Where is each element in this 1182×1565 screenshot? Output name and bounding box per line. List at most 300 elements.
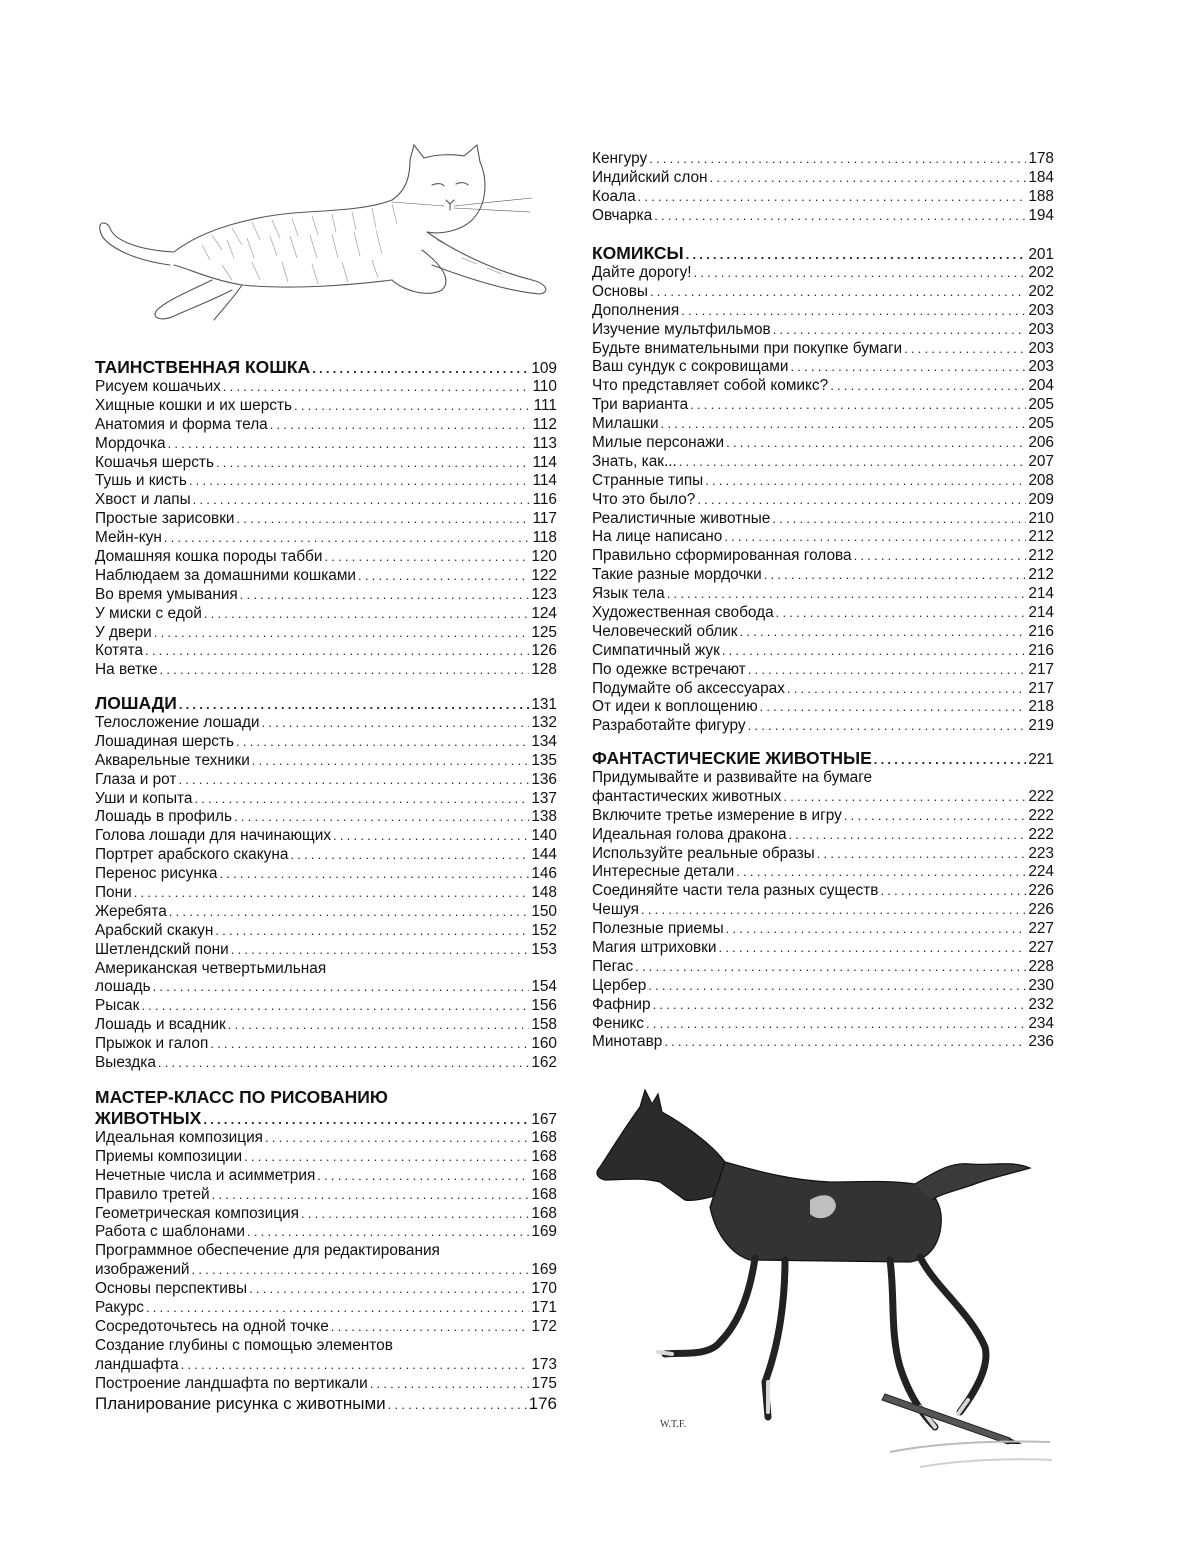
dot-leader [153, 978, 530, 997]
toc-entry[interactable] [95, 491, 557, 510]
heading-page: 201 [1028, 246, 1054, 263]
dot-leader [228, 1016, 530, 1035]
entry-page: 154 [531, 978, 557, 996]
entry-title: Уши и копыта [95, 789, 193, 807]
dot-leader [370, 1375, 530, 1394]
toc-entry[interactable] [592, 547, 1054, 566]
toc-entry[interactable] [95, 808, 557, 827]
entry-title: Будьте внимательными при покупке бумаги [592, 339, 903, 357]
entry-title: Шетлендский пони [95, 940, 229, 958]
toc-entry[interactable] [95, 1280, 557, 1299]
entry-page: 153 [531, 940, 557, 958]
toc-entry[interactable] [592, 845, 1054, 864]
toc-entry[interactable] [592, 377, 1054, 396]
toc-entry[interactable] [95, 1318, 557, 1337]
toc-entry[interactable] [95, 548, 557, 567]
dot-leader [219, 865, 529, 884]
entry-title: На ветке [95, 661, 158, 679]
entry-page: 224 [1028, 863, 1054, 881]
toc-entry[interactable] [592, 863, 1054, 882]
entry-title: фантастических животных [592, 787, 782, 805]
entry-page: 136 [531, 770, 557, 788]
entry-page: 156 [531, 997, 557, 1015]
toc-entry[interactable] [592, 604, 1054, 623]
entry-page: 114 [532, 453, 557, 471]
dot-leader [830, 377, 1026, 396]
dot-leader [648, 977, 1026, 996]
heading-title: ТАИНСТВЕННАЯ КОШКА [95, 357, 311, 377]
toc-list [95, 997, 557, 1073]
entry-title: Телосложение лошади [95, 714, 260, 731]
dot-leader [654, 207, 1026, 226]
toc-entry[interactable] [592, 920, 1054, 939]
dot-leader [252, 752, 530, 771]
toc-entry[interactable] [592, 415, 1054, 434]
dot-leader [215, 922, 529, 941]
entry-title: Используйте реальные образы [592, 844, 815, 862]
entry-title: Перенос рисунка [95, 865, 218, 883]
dot-leader [650, 283, 1026, 302]
horse-signature: W.T.F. [660, 1419, 687, 1430]
entry-title: Пегас [592, 957, 634, 975]
dot-leader [312, 358, 529, 380]
dot-leader [772, 510, 1026, 529]
dot-leader [216, 454, 530, 473]
toc-entry[interactable] [95, 567, 557, 586]
dot-leader [160, 661, 530, 680]
dot-leader [724, 528, 1026, 547]
toc-entry[interactable] [95, 642, 557, 661]
entry-title: Простые зарисовки [95, 510, 235, 528]
entry-title: Что это было? [592, 490, 696, 508]
entry-title: У миски с едой [95, 604, 202, 622]
entry-title: Работа с шаблонами [95, 1223, 246, 1241]
toc-entry[interactable] [592, 510, 1054, 529]
toc-entry[interactable] [95, 624, 557, 643]
toc-entry[interactable] [95, 884, 557, 903]
entry-page: 124 [531, 604, 557, 622]
toc-entry[interactable] [95, 1261, 557, 1280]
dot-leader [653, 996, 1027, 1015]
entry-title: Соединяйте части тела разных существ [592, 882, 879, 900]
dot-leader [231, 941, 530, 960]
entry-page: 222 [1028, 787, 1054, 805]
entry-title: Лошадь и всадник [95, 1016, 226, 1034]
entry-title: Милые персонажи [592, 434, 725, 452]
toc-entry[interactable] [95, 605, 557, 624]
dot-leader [661, 415, 1027, 434]
toc-entry[interactable] [592, 358, 1054, 377]
toc-entry[interactable] [95, 714, 557, 733]
toc-list [95, 1375, 557, 1394]
toc-entry[interactable] [592, 788, 1054, 807]
entry-title: Жеребята [95, 902, 167, 920]
dot-leader [748, 717, 1027, 736]
dot-leader [134, 884, 530, 903]
heading-title: ЛОШАДИ [95, 693, 177, 713]
toc-entry[interactable] [592, 283, 1054, 302]
dot-leader [168, 435, 531, 454]
entry-page: 216 [1028, 622, 1054, 640]
toc-entry[interactable] [95, 865, 557, 884]
toc-section-cats [95, 356, 557, 680]
entry-page: 150 [531, 902, 557, 920]
entry-page: 208 [1028, 471, 1054, 489]
entry-page: 122 [531, 566, 557, 584]
entry-page: 204 [1028, 377, 1054, 395]
toc-entry[interactable] [95, 1035, 557, 1054]
entry-title: Портрет арабского скакуна [95, 846, 289, 864]
entry-title: Правило третей [95, 1185, 210, 1203]
entry-title: Овчарка [592, 206, 653, 224]
dot-leader [358, 567, 529, 586]
cat-illustration [92, 140, 557, 325]
toc-entry[interactable] [592, 321, 1054, 340]
entry-title: Дайте дорогу! [592, 264, 692, 281]
toc-entry[interactable] [95, 586, 557, 605]
dot-leader [203, 1109, 529, 1131]
dot-leader [638, 188, 1027, 207]
toc-entry[interactable] [95, 1016, 557, 1035]
entry-page: 202 [1028, 264, 1054, 281]
toc-entry[interactable] [95, 846, 557, 865]
toc-entry[interactable] [95, 978, 557, 997]
toc-entry[interactable] [95, 1299, 557, 1318]
toc-entry[interactable] [592, 717, 1054, 736]
toc-entry[interactable] [592, 958, 1054, 977]
heading-page: 109 [531, 360, 557, 377]
dot-leader [904, 340, 1026, 359]
dot-leader [262, 714, 530, 733]
dot-leader [726, 434, 1026, 453]
entry-page: 227 [1028, 939, 1054, 957]
toc-entry[interactable] [592, 901, 1054, 920]
entry-title: ландшафта [95, 1355, 179, 1373]
toc-entry[interactable] [592, 698, 1054, 717]
entry-title: Ваш сундук с сокровищами [592, 358, 789, 376]
horse-head-shape [597, 1090, 730, 1200]
dot-leader [270, 416, 531, 435]
toc-section-heading[interactable] [95, 692, 557, 714]
entry-page: 210 [1028, 509, 1054, 527]
entry-title: Домашняя кошка породы табби [95, 548, 323, 566]
entry-page: 216 [1028, 641, 1054, 659]
entry-title: Геометрическая композиция [95, 1204, 299, 1222]
entry-page: 170 [531, 1280, 557, 1298]
toc-entry[interactable] [95, 378, 557, 397]
entry-title: Симпатичный жук [592, 641, 720, 659]
entry-title: Тушь и кисть [95, 472, 187, 490]
dot-leader [333, 827, 529, 846]
toc-entry[interactable] [592, 996, 1054, 1015]
entry-title: Такие разные мордочки [592, 566, 762, 584]
toc-entry[interactable] [592, 169, 1054, 188]
horse-illustration [590, 1082, 1060, 1477]
entry-page: 223 [1028, 844, 1054, 862]
entry-page: 207 [1028, 452, 1054, 470]
toc-entry[interactable] [592, 396, 1054, 415]
dot-leader [641, 901, 1026, 920]
entry-page: 212 [1028, 566, 1054, 584]
entry-title: изображений [95, 1261, 190, 1279]
toc-entry[interactable] [95, 922, 557, 941]
entry-title: Включите третье измерение в игру [592, 806, 842, 824]
dot-leader [686, 244, 1027, 266]
dot-leader [664, 1033, 1026, 1052]
entry-page: 188 [1028, 187, 1054, 205]
entry-page: 175 [531, 1374, 557, 1392]
dot-leader [236, 733, 529, 752]
toc-entry[interactable] [95, 771, 557, 790]
toc-entry[interactable] [592, 1033, 1054, 1052]
entry-title: Основы перспективы [95, 1280, 248, 1298]
entry-title: От идеи к воплощению [592, 698, 758, 716]
dot-leader [388, 1394, 527, 1416]
dot-leader [776, 604, 1027, 623]
entry-title: Лошадиная шерсть [95, 732, 235, 750]
entry-page: 176 [528, 1394, 557, 1414]
entry-page: 144 [531, 846, 557, 864]
toc-section-comics [592, 242, 1054, 736]
toc-entry[interactable] [592, 939, 1054, 958]
entry-page: 168 [531, 1185, 557, 1203]
entry-page: 116 [532, 491, 557, 509]
entry-page: 169 [531, 1261, 557, 1279]
toc-entry[interactable] [592, 566, 1054, 585]
toc-entry[interactable] [95, 1148, 557, 1167]
dot-leader [145, 642, 529, 661]
toc-entry[interactable] [592, 977, 1054, 996]
toc-entry[interactable] [95, 752, 557, 771]
toc-entry[interactable] [95, 454, 557, 473]
toc-entry[interactable] [592, 207, 1054, 226]
dot-leader [854, 547, 1027, 566]
entry-page: 222 [1028, 825, 1054, 843]
toc-entry[interactable] [95, 1205, 557, 1224]
entry-title: Нечетные числа и асимметрия [95, 1166, 316, 1184]
dot-leader [164, 529, 531, 548]
toc-entry[interactable] [95, 827, 557, 846]
entry-title: По одежке встречают [592, 660, 746, 678]
entry-title: Глаза и рот [95, 770, 177, 788]
toc-entry[interactable] [95, 941, 557, 960]
dot-leader [324, 548, 529, 567]
entry-title: Основы [592, 282, 648, 300]
entry-title: Арабский скакун [95, 921, 214, 939]
toc-entry[interactable] [592, 528, 1054, 547]
toc-entry[interactable] [592, 680, 1054, 699]
toc-entry[interactable] [95, 1375, 557, 1394]
entry-page: 140 [531, 827, 557, 845]
entry-title: Анатомия и форма тела [95, 415, 268, 433]
toc-entry[interactable] [95, 1054, 557, 1073]
entry-page: 226 [1028, 901, 1054, 919]
entry-title: Идеальная голова дракона [592, 825, 787, 843]
toc-entry[interactable] [592, 623, 1054, 642]
entry-page: 205 [1028, 415, 1054, 433]
heading-title-line1[interactable]: МАСТЕР-КЛАСС ПО РИСОВАНИЮ [95, 1087, 388, 1107]
toc-entry[interactable] [592, 661, 1054, 680]
toc-entry[interactable] [592, 491, 1054, 510]
toc-entry[interactable] [95, 997, 557, 1016]
toc-entry-wrapped-line: Программное обеспечение для редактирования [95, 1242, 440, 1260]
dot-leader [697, 491, 1026, 510]
toc-entry[interactable] [95, 1356, 557, 1375]
toc-section-master [95, 1087, 557, 1415]
entry-title: Котята [95, 642, 144, 660]
heading-page: 167 [531, 1111, 557, 1128]
toc-entry[interactable] [592, 472, 1054, 491]
dot-leader [874, 749, 1027, 771]
toc-entry-wrapped-line: Создание глубины с помощью элементов [95, 1336, 393, 1354]
entry-title: Полезные приемы [592, 920, 724, 938]
toc-entry[interactable] [95, 529, 557, 548]
toc-entry[interactable] [592, 434, 1054, 453]
dot-leader [223, 378, 531, 397]
toc-section-horses [95, 692, 557, 1073]
dot-leader [784, 788, 1027, 807]
entry-title: На лице написано [592, 528, 723, 546]
toc-section-heading[interactable] [95, 356, 557, 378]
entry-page: 137 [531, 789, 557, 807]
dot-leader [787, 680, 1026, 699]
toc-list [95, 378, 557, 680]
entry-title: Рисуем кошачьих [95, 378, 221, 395]
entry-page: 219 [1028, 717, 1054, 735]
entry-title: Правильно сформированная голова [592, 547, 852, 565]
entry-title: Сосредоточьтесь на одной точке [95, 1317, 329, 1335]
entry-title: Цербер [592, 976, 647, 994]
entry-page: 128 [531, 661, 557, 679]
dot-leader [240, 586, 530, 605]
toc-entry[interactable] [95, 790, 557, 809]
dot-leader [705, 472, 1026, 491]
entry-page: 206 [1028, 434, 1054, 452]
entry-title: Рысак [95, 997, 140, 1015]
entry-title: Дополнения [592, 301, 680, 319]
entry-page: 226 [1028, 882, 1054, 900]
toc-list [592, 150, 1054, 226]
toc-entry[interactable] [95, 397, 557, 416]
toc-entry[interactable] [592, 302, 1054, 321]
entry-title: Приемы композиции [95, 1147, 243, 1165]
entry-page: 168 [531, 1204, 557, 1222]
toc-entry[interactable] [95, 661, 557, 680]
toc-entry[interactable] [95, 1393, 557, 1415]
entry-page: 168 [531, 1129, 557, 1146]
dot-leader [880, 882, 1026, 901]
toc-entry[interactable] [592, 807, 1054, 826]
dot-leader [178, 771, 529, 790]
toc-entry[interactable] [592, 453, 1054, 472]
heading-page: 131 [531, 696, 557, 713]
toc-entry[interactable] [95, 1167, 557, 1186]
toc-list [95, 1280, 557, 1337]
toc-section-heading[interactable] [592, 242, 1054, 264]
entry-title: Мордочка [95, 434, 166, 452]
toc-entry[interactable] [592, 188, 1054, 207]
entry-title: Чешуя [592, 901, 640, 919]
dot-leader [760, 698, 1027, 717]
entry-title: Феникс [592, 1014, 644, 1032]
entry-page: 203 [1028, 320, 1054, 338]
toc-entry[interactable] [95, 472, 557, 491]
entry-title: Пони [95, 884, 132, 902]
entry-page: 138 [531, 808, 557, 826]
dot-leader [844, 807, 1026, 826]
toc-entry[interactable] [592, 585, 1054, 604]
dot-leader [146, 1299, 529, 1318]
entry-page: 158 [531, 1016, 557, 1034]
toc-entry[interactable] [592, 826, 1054, 845]
toc-entry[interactable] [95, 416, 557, 435]
toc-section-heading[interactable] [592, 747, 1054, 769]
entry-page: 236 [1028, 1033, 1054, 1051]
entry-page: 162 [531, 1054, 557, 1072]
dot-leader [154, 624, 530, 643]
entry-page: 114 [532, 472, 557, 490]
dot-leader [247, 1223, 529, 1242]
toc-entry[interactable] [95, 903, 557, 922]
toc-section-heading[interactable] [95, 1107, 557, 1129]
dot-leader [710, 169, 1027, 188]
dot-leader [790, 358, 1026, 377]
entry-page: 168 [531, 1147, 557, 1165]
entry-title: Что представляет собой комикс? [592, 377, 829, 395]
dot-leader [265, 1129, 529, 1148]
toc-entry[interactable] [592, 150, 1054, 169]
toc-entry[interactable] [95, 1223, 557, 1242]
toc-entry[interactable] [592, 882, 1054, 901]
dot-leader [179, 694, 530, 716]
entry-page: 112 [532, 415, 557, 433]
entry-page: 227 [1028, 920, 1054, 938]
dot-leader [194, 790, 529, 809]
entry-title: Прыжок и галоп [95, 1035, 209, 1053]
dot-leader [690, 396, 1026, 415]
entry-title: Странные типы [592, 471, 704, 489]
entry-page: 171 [531, 1299, 557, 1317]
toc-entry[interactable] [95, 1129, 557, 1148]
entry-title: Знать, как... [592, 452, 677, 470]
dot-leader [141, 997, 529, 1016]
entry-title: Художественная свобода [592, 604, 774, 622]
dot-leader [331, 1318, 530, 1337]
entry-page: 123 [531, 585, 557, 603]
toc-entry[interactable] [95, 733, 557, 752]
heading-title: ФАНТАСТИЧЕСКИЕ ЖИВОТНЫЕ [592, 748, 872, 768]
dot-leader [748, 661, 1027, 680]
dot-leader [817, 845, 1027, 864]
toc-section-fantastic [592, 747, 1054, 1052]
entry-page: 113 [532, 434, 557, 452]
toc-entry[interactable] [95, 435, 557, 454]
toc-entry[interactable] [95, 1186, 557, 1205]
entry-page: 203 [1028, 301, 1054, 319]
dot-leader [736, 863, 1026, 882]
toc-entry[interactable] [592, 1015, 1054, 1034]
entry-page: 205 [1028, 396, 1054, 414]
dot-leader [719, 939, 1027, 958]
entry-title: Интересные детали [592, 863, 735, 881]
toc-entry[interactable] [95, 510, 557, 529]
toc-entry[interactable] [592, 264, 1054, 283]
entry-title: Мейн-кун [95, 529, 162, 547]
toc-entry[interactable] [592, 642, 1054, 661]
entry-title: Милашки [592, 415, 659, 433]
toc-entry[interactable] [592, 340, 1054, 359]
dot-leader [679, 453, 1026, 472]
